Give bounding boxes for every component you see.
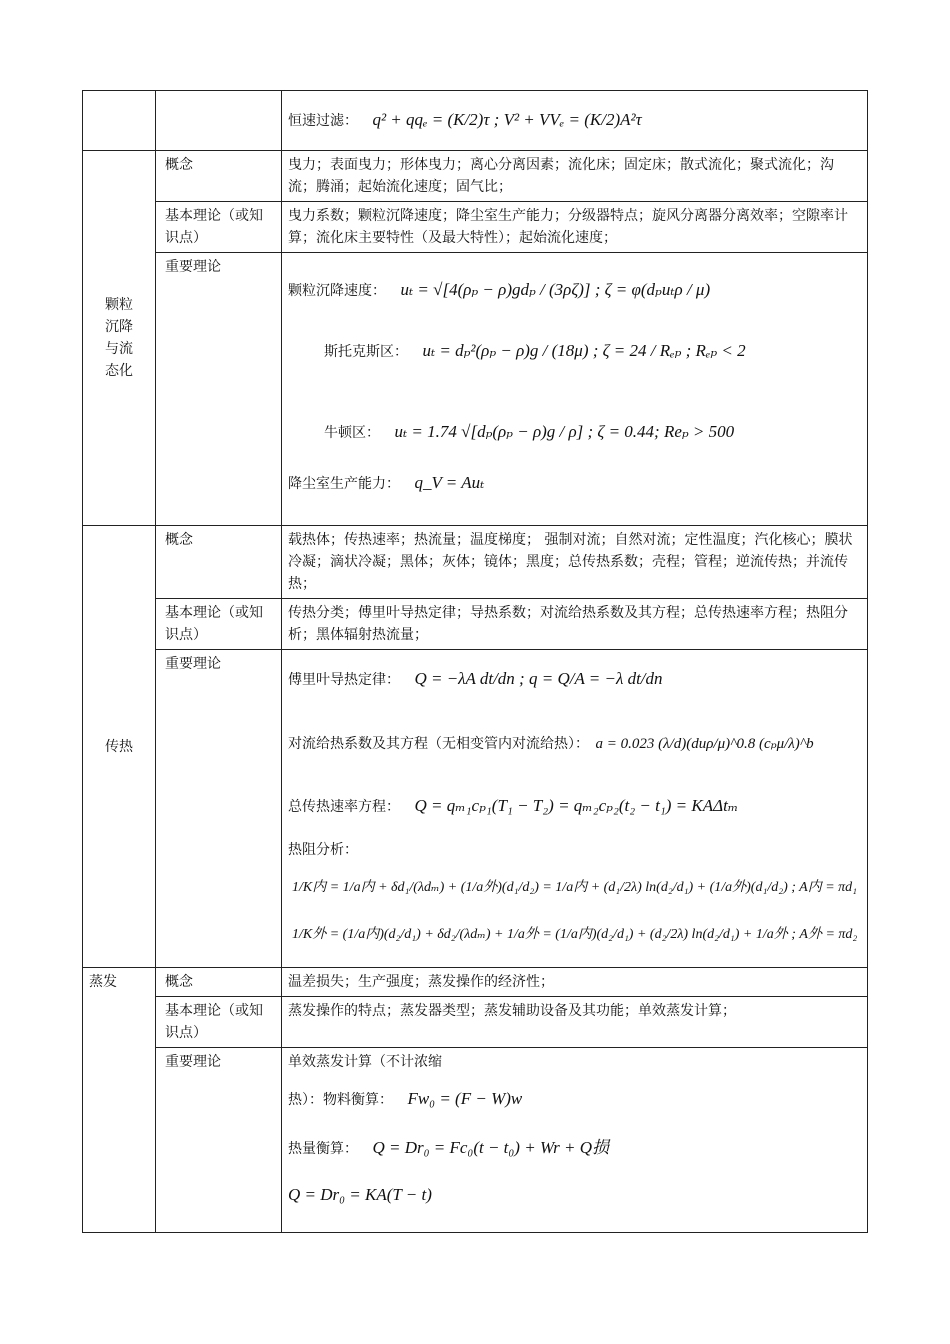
category-basic-theory: 基本理论（或知识点） xyxy=(156,202,282,253)
category-concept: 概念 xyxy=(156,968,282,997)
study-notes-table xyxy=(82,90,868,1233)
evaporation-key-cell xyxy=(282,1048,868,1233)
heat-balance-label: 热量衡算： xyxy=(288,1141,358,1157)
category-basic-theory: 基本理论（或知识点） xyxy=(156,997,282,1048)
resistance-formula-inner: 1/K内 = 1/a内 + δd₁/(λdₘ) + (1/a外)(d₁/d₂) = 1/a内 + (d₁/2λ) ln(d₂/d₁) + (1/a外)(d₁/d₂) ; A内 = πd₁ xyxy=(292,880,858,895)
heat-basic-text: 传热分类；傅里叶导热定律；导热系数；对流给热系数及其方程；总传热速率方程；热阻分析；黑体辐射热流量； xyxy=(282,599,868,650)
category-basic-theory: 基本理论（或知识点） xyxy=(156,599,282,650)
settling-velocity-label: 颗粒沉降速度： xyxy=(288,283,386,299)
section-heat: 传热 xyxy=(83,526,156,968)
heat-balance-formula: Q = Dr₀ = Fc₀(t − t₀) + Wr + Q损 xyxy=(372,1138,610,1157)
fourier-formula: Q = −λA dt/dn ; q = Q/A = −λ dt/dn xyxy=(414,669,663,688)
newton-formula: uₜ = 1.74 √[dₚ(ρₚ − ρ)g / ρ] ; ζ = 0.44; Reₚ > 500 xyxy=(394,422,735,441)
evaporation-concept-row xyxy=(83,968,868,997)
empty-section-cell xyxy=(83,91,156,151)
sedimentation-key-row xyxy=(83,253,868,526)
category-key-theory: 重要理论 xyxy=(156,253,282,526)
filtration-formula: q² + qqₑ = (K/2)τ ; V² + VVₑ = (K/2)A²τ xyxy=(372,110,642,129)
evaporation-intro-1: 单效蒸发计算（不计浓缩 xyxy=(288,1054,442,1070)
evaporation-basic-text: 蒸发操作的特点；蒸发器类型；蒸发辅助设备及其功能；单效蒸发计算； xyxy=(282,997,868,1048)
sedimentation-key-cell xyxy=(282,253,868,526)
sedimentation-basic-text: 曳力系数；颗粒沉降速度；降尘室生产能力；分级器特点；旋风分离器分离效率；空隙率计算；流化床主要特性（及最大特性）；起始流化速度； xyxy=(282,202,868,253)
empty-category-cell xyxy=(156,91,282,151)
convection-label: 对流给热系数及其方程（无相变管内对流给热）： xyxy=(288,736,589,752)
section-sedimentation-label: 颗粒 沉降 与流 态化 xyxy=(105,297,133,379)
evaporation-intro-2: 热）：物料衡算： xyxy=(288,1092,393,1108)
evaporation-concept-text: 温差损失；生产强度；蒸发操作的经济性； xyxy=(282,968,868,997)
stokes-label: 斯托克斯区： xyxy=(324,344,408,360)
category-key-theory: 重要理论 xyxy=(156,650,282,968)
section-evaporation: 蒸发 xyxy=(83,968,156,1233)
category-concept: 概念 xyxy=(156,151,282,202)
total-rate-label: 总传热速率方程： xyxy=(288,799,400,815)
resistance-formula-outer: 1/K外 = (1/a内)(d₂/d₁) + δd₂/(λdₘ) + 1/a外 = (1/a内)(d₂/d₁) + (d₂/2λ) ln(d₂/d₁) + 1/a外 ; A外 = πd₂ xyxy=(292,927,858,942)
category-key-theory: 重要理论 xyxy=(156,1048,282,1233)
settling-velocity-formula: uₜ = √[4(ρₚ − ρ)gdₚ / (3ρζ)] ; ζ = φ(dₚuₜρ / μ) xyxy=(400,280,711,299)
stokes-formula: uₜ = dₚ²(ρₚ − ρ)g / (18μ) ; ζ = 24 / Rₑₚ ; Rₑₚ < 2 xyxy=(422,341,746,360)
heat-concept-row xyxy=(83,526,868,599)
chamber-capacity-formula: q_V = Auₜ xyxy=(414,473,485,492)
category-concept: 概念 xyxy=(156,526,282,599)
sedimentation-concept-row xyxy=(83,151,868,202)
total-rate-formula: Q = qₘ₁cₚ₁(T₁ − T₂) = qₘ₂cₚ₂(t₂ − t₁) = KAΔtₘ xyxy=(414,796,739,815)
chamber-capacity-label: 降尘室生产能力： xyxy=(288,476,400,492)
evaporation-key-row xyxy=(83,1048,868,1233)
heat-basic-row xyxy=(83,599,868,650)
filtration-cell xyxy=(282,91,868,151)
section-sedimentation xyxy=(83,151,156,526)
newton-label: 牛顿区： xyxy=(324,425,380,441)
evaporation-basic-row xyxy=(83,997,868,1048)
fourier-label: 傅里叶导热定律： xyxy=(288,672,400,688)
mass-balance-formula: Fw₀ = (F − W)w xyxy=(407,1089,523,1108)
filtration-label: 恒速过滤： xyxy=(288,113,358,129)
filtration-row xyxy=(83,91,868,151)
convection-formula: a = 0.023 (λ/d)(duρ/μ)^0.8 (cₚμ/λ)^b xyxy=(595,736,814,752)
heat-key-cell xyxy=(282,650,868,968)
heat-rate-formula: Q = Dr₀ = KA(T − t) xyxy=(288,1185,432,1204)
heat-key-row xyxy=(83,650,868,968)
thermal-resistance-label: 热阻分析： xyxy=(288,842,358,858)
sedimentation-concept-text: 曳力；表面曳力；形体曳力；离心分离因素；流化床；固定床；散式流化；聚式流化；沟流；腾涌；起始流化速度；固气比； xyxy=(282,151,868,202)
heat-concept-text: 载热体；传热速率；热流量；温度梯度； 强制对流；自然对流；定性温度；汽化核心；膜状冷凝；滴状冷凝；黑体；灰体；镜体；黑度；总传热系数；壳程；管程；逆流传热；并流传热； xyxy=(282,526,868,599)
sedimentation-basic-row xyxy=(83,202,868,253)
